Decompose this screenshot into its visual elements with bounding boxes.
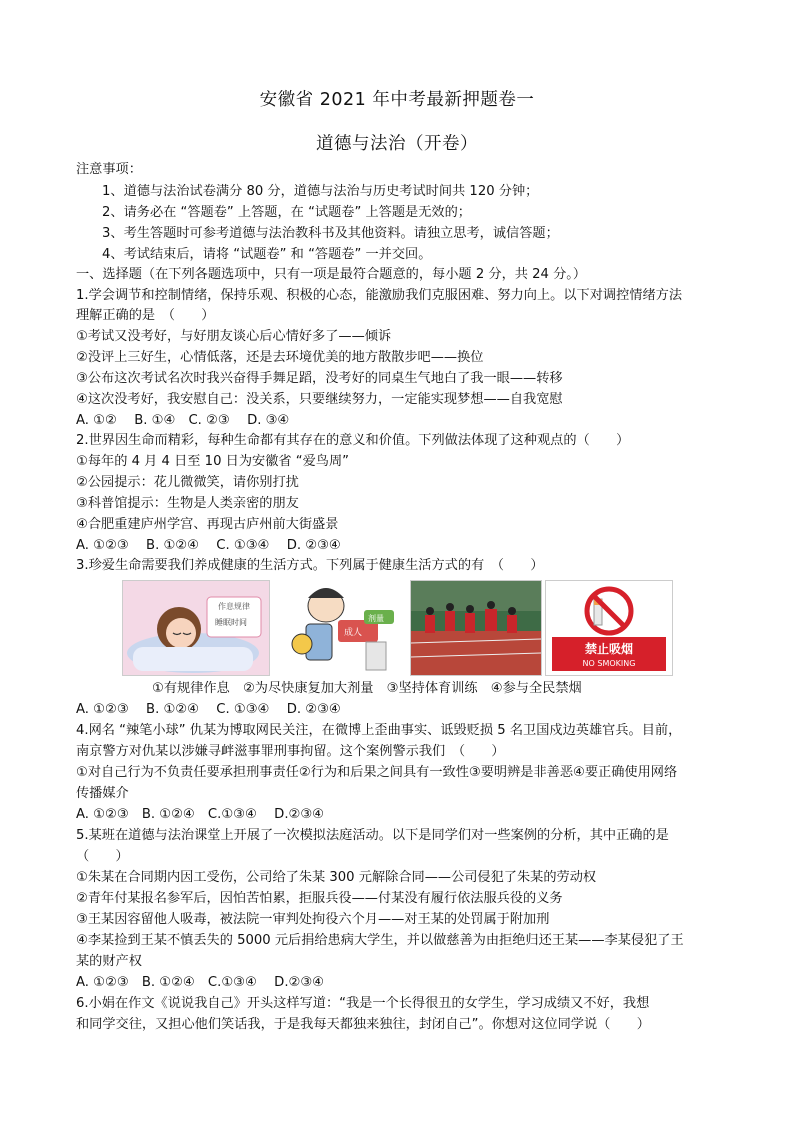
q1-stem-line1: 1.学会调节和控制情绪，保持乐观、积极的心态，能激励我们克服困难、努力向上。以下对调控情绪方法 <box>76 288 683 303</box>
note-item-3: 3、考生答题时可参考道德与法治教科书及其他资料。请独立思考，诚信答题； <box>102 226 559 241</box>
q1-option-1: ①考试又没考好，与好朋友谈心后心情好多了——倾诉 <box>76 329 392 344</box>
q1-stem-line2: 理解正确的是 （ ） <box>76 308 215 323</box>
q1-option-4: ④这次没考好，我安慰自己：没关系，只要继续努力，一定能实现梦想——自我宽慰 <box>76 392 563 407</box>
sleep-image-label-1: 作息规律 <box>218 602 250 611</box>
note-item-4: 4、考试结束后，请将 “试题卷” 和 “答题卷” 一并交回。 <box>102 247 432 262</box>
medicine-dose-image <box>278 580 402 674</box>
q2-option-2: ②公园提示：花儿微微笑，请你别打扰 <box>76 475 299 490</box>
sleep-image-label-2: 睡眠时间 <box>215 618 247 627</box>
q1-option-2: ②没评上三好生，心情低落，还是去环境优美的地方散散步吧——换位 <box>76 350 484 365</box>
q4-stem-line1: 4.网名 “辣笔小球” 仇某为博取网民关注，在微博上歪曲事实、诋毁贬损 5 名卫国戍边英雄官兵。目前， <box>76 723 682 738</box>
note-item-2: 2、请务必在 “答题卷” 上答题，在 “试题卷” 上答题是无效的； <box>102 205 471 220</box>
q5-stem-line2: （ ） <box>76 849 129 864</box>
exam-subtitle: 道德与法治（开卷） <box>316 134 478 154</box>
q1-choices: A. ①② B. ①④ C. ②③ D. ③④ <box>76 413 290 428</box>
sleep-schedule-image <box>122 580 270 676</box>
q2-option-4: ④合肥重建庐州学宫、再现古庐州前大街盛景 <box>76 517 339 532</box>
section-heading: 一、选择题（在下列各题选项中，只有一项是最符合题意的，每小题 2 分，共 24 分。） <box>76 267 587 282</box>
q5-option-2: ②青年付某报名参军后，因怕苦怕累，拒服兵役——付某没有履行依法服兵役的义务 <box>76 891 563 906</box>
medicine-label-adult: 成人 <box>344 628 363 638</box>
q4-options-line1: ①对自己行为不负责任要承担刑事责任②行为和后果之间具有一致性③要明辨是非善恶④要正确使用网络 <box>76 765 678 780</box>
q3-choices: A. ①②③ B. ①②④ C. ①③④ D. ②③④ <box>76 702 341 717</box>
q5-stem-line1: 5.某班在道德与法治课堂上开展了一次模拟法庭活动。以下是同学们对一些案例的分析，其中正确的是 <box>76 828 669 843</box>
note-item-1: 1、道德与法治试卷满分 80 分，道德与法治与历史考试时间共 120 分钟； <box>102 184 539 199</box>
medicine-label-dose: 剂量 <box>368 614 384 623</box>
no-smoking-image <box>545 580 673 676</box>
q2-choices: A. ①②③ B. ①②④ C. ①③④ D. ②③④ <box>76 538 341 553</box>
q6-stem-line1: 6.小娟在作文《说说我自己》开头这样写道：“我是一个长得很丑的女学生，学习成绩又不好，我想 <box>76 996 650 1011</box>
q5-option-3: ③王某因容留他人吸毒，被法院一审判处拘役六个月——对王某的处罚属于附加刑 <box>76 912 550 927</box>
q4-stem-line2: 南京警方对仇某以涉嫌寻衅滋事罪刑事拘留。这个案例警示我们 （ ） <box>76 744 505 759</box>
q4-options-line2: 传播媒介 <box>76 786 129 801</box>
exam-title: 安徽省 2021 年中考最新押题卷一 <box>259 90 535 110</box>
q5-option-4-line1: ④李某捡到王某不慎丢失的 5000 元后捐给患病大学生，并以做慈善为由拒绝归还王某——李某侵犯了王 <box>76 933 684 948</box>
q4-choices: A. ①②③ B. ①②④ C.①③④ D.②③④ <box>76 807 324 822</box>
q2-option-1: ①每年的 4 月 4 日至 10 日为安徽省 “爱鸟周” <box>76 454 350 469</box>
running-training-image <box>410 580 542 676</box>
q6-stem-line2: 和同学交往，又担心他们笑话我，于是我每天都独来独往，封闭自己”。你想对这位同学说（ ） <box>76 1017 650 1032</box>
notes-heading: 注意事项： <box>76 162 142 177</box>
q5-choices: A. ①②③ B. ①②④ C.①③④ D.②③④ <box>76 975 324 990</box>
q5-option-4-line2: 某的财产权 <box>76 954 142 969</box>
q3-image-caption: ①有规律作息 ②为尽快康复加大剂量 ③坚持体育训练 ④参与全民禁烟 <box>152 681 582 696</box>
no-smoking-label-en: NO SMOKING <box>582 659 636 668</box>
q1-option-3: ③公布这次考试名次时我兴奋得手舞足蹈，没考好的同桌生气地白了我一眼——转移 <box>76 371 563 386</box>
q2-stem: 2.世界因生命而精彩，每种生命都有其存在的意义和价值。下列做法体现了这种观点的（ ） <box>76 433 630 448</box>
q5-option-1: ①朱某在合同期内因工受伤，公司给了朱某 300 元解除合同——公司侵犯了朱某的劳动权 <box>76 870 597 885</box>
no-smoking-label-cn: 禁止吸烟 <box>584 642 634 656</box>
q2-option-3: ③科普馆提示：生物是人类亲密的朋友 <box>76 496 299 511</box>
q3-stem: 3.珍爱生命需要我们养成健康的生活方式。下列属于健康生活方式的有 （ ） <box>76 558 544 573</box>
